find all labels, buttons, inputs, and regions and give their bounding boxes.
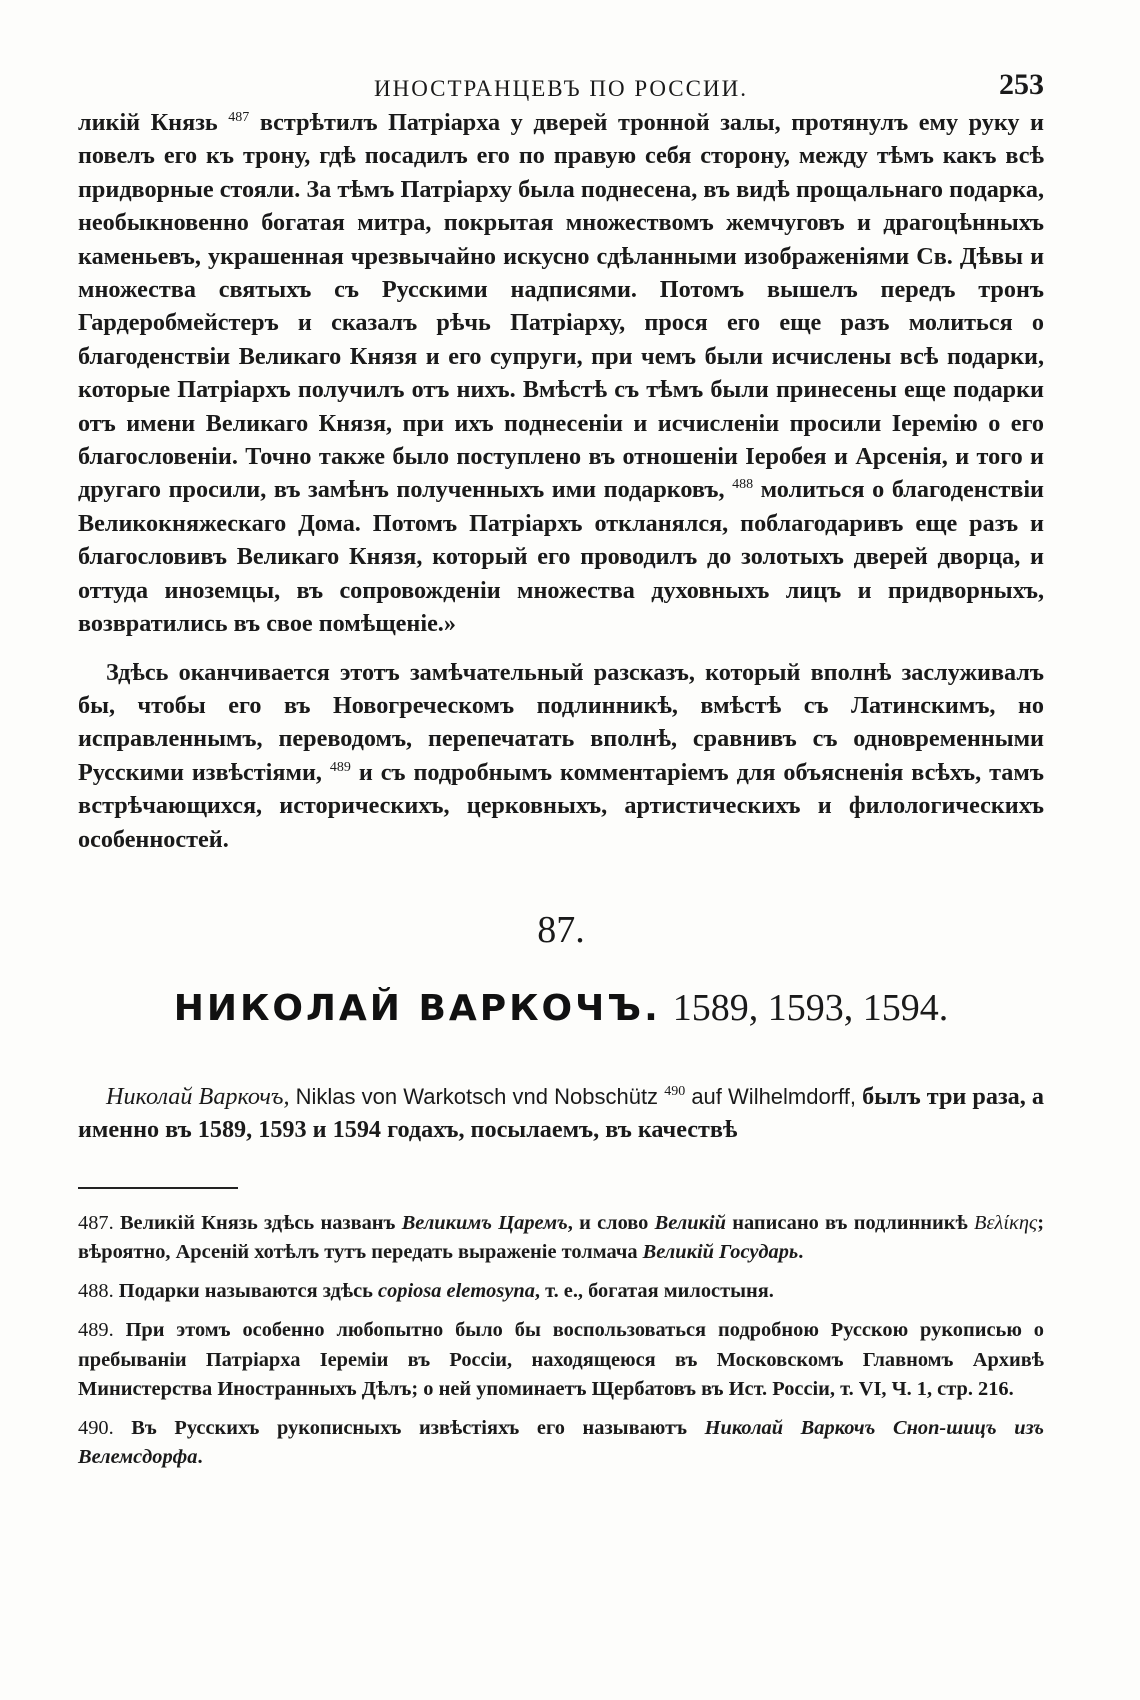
text-run: Здѣсь оканчивается этотъ замѣчательный разсказъ, который вполнѣ заслуживалъ бы, чтобы его въ Новогреческомъ подлинникѣ, вмѣстѣ съ Латинскимъ, но исправленнымъ, переводомъ, перепечатать вполнѣ, сравнивъ съ одновременными Русскими извѣстіями, xyxy=(78,658,1044,786)
footnote-487 xyxy=(78,1209,1044,1267)
footnote-489 xyxy=(78,1316,1044,1404)
text-run: . xyxy=(798,1240,804,1263)
lead-paragraph xyxy=(78,1080,1044,1147)
latin-name: Niklas von Warkotsch vnd Nobschütz xyxy=(289,1083,665,1109)
page-number: 253 xyxy=(999,68,1044,101)
footnote-488 xyxy=(78,1277,1044,1306)
footnote-number: 489. xyxy=(78,1319,114,1342)
footnote-ref-490[interactable]: 490 xyxy=(664,1083,686,1099)
footnotes xyxy=(78,1209,1044,1473)
text-run: , и слово xyxy=(567,1211,655,1234)
footnote-ref-489[interactable]: 489 xyxy=(329,759,351,775)
body-paragraph-1 xyxy=(78,106,1044,641)
text-run: Подарки называются здѣсь xyxy=(113,1280,379,1303)
text-run: . xyxy=(197,1446,203,1469)
emphasis: Великимъ Царемъ xyxy=(401,1211,568,1234)
emphasis: Великій Государь xyxy=(642,1240,799,1263)
running-title: ИНОСТРАНЦЕВЪ ПО РОССИИ. xyxy=(374,76,748,101)
emphasis: Великій xyxy=(654,1211,726,1234)
text-run: молиться о благоденствіи Великокняжескаго Дома. Потомъ Патріархъ откланялся, поблагодаривъ еще разъ и благословивъ Великаго Князя, который его проводилъ до золотыхъ дверей дворца, и оттуда иноземцы, въ сопровожденіи множества духовныхъ лицъ и придворныхъ, возвратились въ свое помѣщеніе.» xyxy=(78,476,1044,638)
footnote-ref-487[interactable]: 487 xyxy=(228,109,250,125)
body-paragraph-2 xyxy=(78,656,1044,856)
heading-name: НИКОЛАЙ ВАРКОЧЪ. xyxy=(173,987,661,1029)
section-number: 87. xyxy=(537,908,585,951)
footnote-ref-488[interactable]: 488 xyxy=(732,477,754,493)
text-run: Великій Князь здѣсь названъ xyxy=(113,1211,402,1234)
emphasis: Николай Варкочъ Сноп-шицъ изъ Велемсдорфа xyxy=(78,1416,1045,1469)
text-run: , т. е., богатая милостыня. xyxy=(534,1280,774,1303)
footnote-number: 488. xyxy=(78,1280,114,1303)
emphasis: copiosa elemosyna xyxy=(378,1280,535,1303)
text-run: встрѣтилъ Патріарха у дверей тронной залы, протянулъ ему руку и повелъ его къ трону, гдѣ посадилъ его по правую себя сторону, между тѣмъ какъ всѣ придворные стояли. За тѣмъ Патріарху была поднесена, въ видѣ прощальнаго подарка, необыкновенно богатая митра, покрытая множествомъ жемчуговъ и драгоцѣнныхъ каменьевъ, украшенная чрезвычайно искусно сдѣланными изображеніями Св. Дѣвы и множества святыхъ съ Русскими надписями. Потомъ вышелъ передъ тронъ Гардеробмейстеръ и сказалъ рѣчь Патріарху, прося его еще разъ молиться о благоденствіи Великаго Князя и его супруги, при чемъ были исчислены всѣ подарки, которые Патріархъ получилъ отъ нихъ. Вмѣстѣ съ тѣмъ были принесены еще подарки отъ имени Великаго Князя, при ихъ поднесеніи и исчисленіи просили Іеремію о его благословеніи. Точно также было поступлено въ отношеніи Іеробея и Арсенія, и того и другаго просили, въ замѣнъ полученныхъ ими подарковъ, xyxy=(78,109,1044,504)
heading-years: 1589, 1593, 1594. xyxy=(672,986,949,1029)
latin-name-cont: auf Wilhelmdorff, xyxy=(685,1083,856,1109)
section-heading xyxy=(78,986,1044,1046)
text-run: Въ Русскихъ рукописныхъ извѣстіяхъ его называютъ xyxy=(113,1416,705,1439)
text-run: ; вѣроятно, Арсеній хотѣлъ тутъ передать выраженіе толмача xyxy=(78,1211,1045,1263)
greek-word: Βελίκης xyxy=(974,1211,1038,1234)
footnote-490 xyxy=(78,1414,1044,1472)
text-run: и съ подробнымъ комментаріемъ для объясненія всѣхъ, тамъ встрѣчающихся, историческихъ, церковныхъ, артистическихъ и филологическихъ особенностей. xyxy=(78,758,1044,853)
footnote-number: 490. xyxy=(78,1416,114,1439)
footnote-rule xyxy=(78,1187,238,1189)
text-run: написано въ подлинникѣ xyxy=(725,1211,975,1234)
running-head xyxy=(78,60,1044,106)
lead-name: Николай Варкочъ, xyxy=(106,1082,290,1110)
text-run: былъ три раза, а именно въ 1589, 1593 и 1594 годахъ, посылаемъ, въ качествѣ xyxy=(78,1082,1044,1144)
footnote-number: 487. xyxy=(78,1211,114,1234)
text-run: ликій Князь xyxy=(78,109,229,136)
text-run: При этомъ особенно любопытно было бы воспользоваться подробною Русскою рукописью о пребываніи Патріарха Іереміи въ Россіи, находящеюся въ Московскомъ Главномъ Архивѣ Министерства Иностранныхъ Дѣлъ; о ней упоминаетъ Щербатовъ въ Ист. Россіи, т. VI, Ч. 1, стр. 216. xyxy=(78,1319,1044,1400)
